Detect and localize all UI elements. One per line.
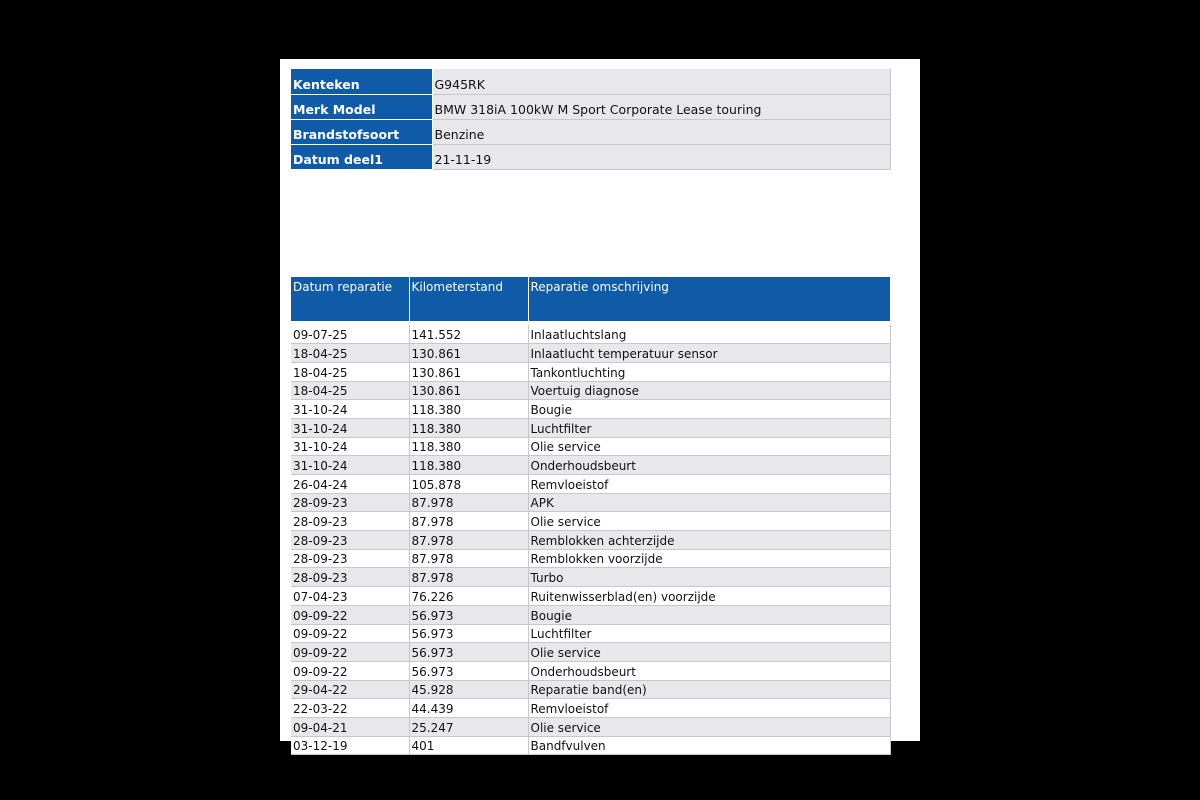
repair-description: Ruitenwisserblad(en) voorzijde	[528, 587, 891, 606]
vehicle-info-label: Merk Model	[291, 94, 432, 119]
repair-mileage: 87.978	[409, 493, 528, 512]
repair-mileage: 56.973	[409, 605, 528, 624]
repair-description: Inlaatluchtslang	[528, 325, 891, 344]
repair-description: Luchtfilter	[528, 418, 891, 437]
repair-description: Voertuig diagnose	[528, 381, 891, 400]
repair-date: 31-10-24	[291, 400, 409, 419]
repair-date: 31-10-24	[291, 437, 409, 456]
repair-description: Remvloeistof	[528, 699, 891, 718]
repair-mileage: 130.861	[409, 362, 528, 381]
repair-description: Bougie	[528, 605, 891, 624]
repair-description: APK	[528, 493, 891, 512]
vehicle-info-row	[291, 69, 891, 94]
repair-row	[291, 344, 891, 363]
repair-row	[291, 568, 891, 587]
repair-row	[291, 512, 891, 531]
repair-description: Bandfvulven	[528, 736, 891, 755]
vehicle-info-value: Benzine	[432, 119, 891, 144]
repair-description: Olie service	[528, 437, 891, 456]
repair-mileage: 87.978	[409, 531, 528, 550]
repair-row	[291, 643, 891, 662]
repair-date: 18-04-25	[291, 362, 409, 381]
repair-row	[291, 624, 891, 643]
repair-row	[291, 605, 891, 624]
repair-date: 09-09-22	[291, 605, 409, 624]
repair-date: 26-04-24	[291, 475, 409, 494]
document-page	[280, 59, 920, 754]
vehicle-info-row	[291, 119, 891, 144]
vehicle-info-value: 21-11-19	[432, 144, 891, 169]
repair-date: 22-03-22	[291, 699, 409, 718]
repair-header-row	[291, 277, 891, 321]
repair-date: 28-09-23	[291, 549, 409, 568]
repair-mileage: 130.861	[409, 344, 528, 363]
repair-date: 03-12-19	[291, 736, 409, 755]
repair-mileage: 118.380	[409, 400, 528, 419]
repair-row	[291, 381, 891, 400]
repair-description: Remvloeistof	[528, 475, 891, 494]
repair-description: Tankontluchting	[528, 362, 891, 381]
repair-description: Luchtfilter	[528, 624, 891, 643]
repair-description: Turbo	[528, 568, 891, 587]
repair-mileage: 76.226	[409, 587, 528, 606]
repair-mileage: 118.380	[409, 456, 528, 475]
repair-mileage: 141.552	[409, 325, 528, 344]
repair-mileage: 56.973	[409, 624, 528, 643]
vehicle-info-label: Datum deel1	[291, 144, 432, 169]
repair-description: Inlaatlucht temperatuur sensor	[528, 344, 891, 363]
vehicle-info-table	[291, 69, 891, 170]
repair-mileage: 401	[409, 736, 528, 755]
repair-row	[291, 456, 891, 475]
repair-mileage: 44.439	[409, 699, 528, 718]
repair-date: 07-04-23	[291, 587, 409, 606]
repair-row	[291, 699, 891, 718]
repair-row	[291, 587, 891, 606]
repair-mileage: 130.861	[409, 381, 528, 400]
repair-row	[291, 549, 891, 568]
repair-date: 29-04-22	[291, 680, 409, 699]
repair-date: 09-07-25	[291, 325, 409, 344]
repair-description: Bougie	[528, 400, 891, 419]
repair-date: 28-09-23	[291, 493, 409, 512]
repair-row	[291, 680, 891, 699]
repair-row	[291, 661, 891, 680]
repair-date: 09-09-22	[291, 643, 409, 662]
repair-date: 09-09-22	[291, 624, 409, 643]
repair-history-table	[291, 277, 891, 755]
header-reparatie-omschrijving: Reparatie omschrijving	[528, 277, 891, 321]
repair-date: 18-04-25	[291, 381, 409, 400]
repair-mileage: 87.978	[409, 568, 528, 587]
repair-mileage: 56.973	[409, 661, 528, 680]
repair-date: 28-09-23	[291, 531, 409, 550]
repair-description: Olie service	[528, 643, 891, 662]
repair-date: 09-09-22	[291, 661, 409, 680]
repair-mileage: 118.380	[409, 418, 528, 437]
repair-mileage: 118.380	[409, 437, 528, 456]
repair-row	[291, 736, 891, 755]
vehicle-info-row	[291, 94, 891, 119]
repair-description: Remblokken achterzijde	[528, 531, 891, 550]
vehicle-info-value: BMW 318iA 100kW M Sport Corporate Lease touring	[432, 94, 891, 119]
repair-description: Remblokken voorzijde	[528, 549, 891, 568]
repair-row	[291, 362, 891, 381]
repair-row	[291, 418, 891, 437]
repair-row	[291, 400, 891, 419]
repair-mileage: 87.978	[409, 512, 528, 531]
repair-description: Olie service	[528, 512, 891, 531]
repair-row	[291, 717, 891, 736]
repair-date: 31-10-24	[291, 456, 409, 475]
header-datum-reparatie: Datum reparatie	[291, 277, 409, 321]
repair-row	[291, 531, 891, 550]
vehicle-info-value: G945RK	[432, 69, 891, 94]
repair-row	[291, 437, 891, 456]
repair-date: 28-09-23	[291, 568, 409, 587]
repair-date: 31-10-24	[291, 418, 409, 437]
repair-row	[291, 475, 891, 494]
header-kilometerstand: Kilometerstand	[409, 277, 528, 321]
repair-mileage: 25.247	[409, 717, 528, 736]
repair-mileage: 45.928	[409, 680, 528, 699]
repair-date: 28-09-23	[291, 512, 409, 531]
repair-date: 09-04-21	[291, 717, 409, 736]
repair-mileage: 87.978	[409, 549, 528, 568]
repair-description: Olie service	[528, 717, 891, 736]
repair-row	[291, 493, 891, 512]
repair-date: 18-04-25	[291, 344, 409, 363]
repair-description: Onderhoudsbeurt	[528, 456, 891, 475]
repair-row	[291, 325, 891, 344]
vehicle-info-label: Brandstofsoort	[291, 119, 432, 144]
vehicle-info-label: Kenteken	[291, 69, 432, 94]
repair-description: Reparatie band(en)	[528, 680, 891, 699]
repair-mileage: 56.973	[409, 643, 528, 662]
repair-description: Onderhoudsbeurt	[528, 661, 891, 680]
repair-mileage: 105.878	[409, 475, 528, 494]
vehicle-info-row	[291, 144, 891, 169]
